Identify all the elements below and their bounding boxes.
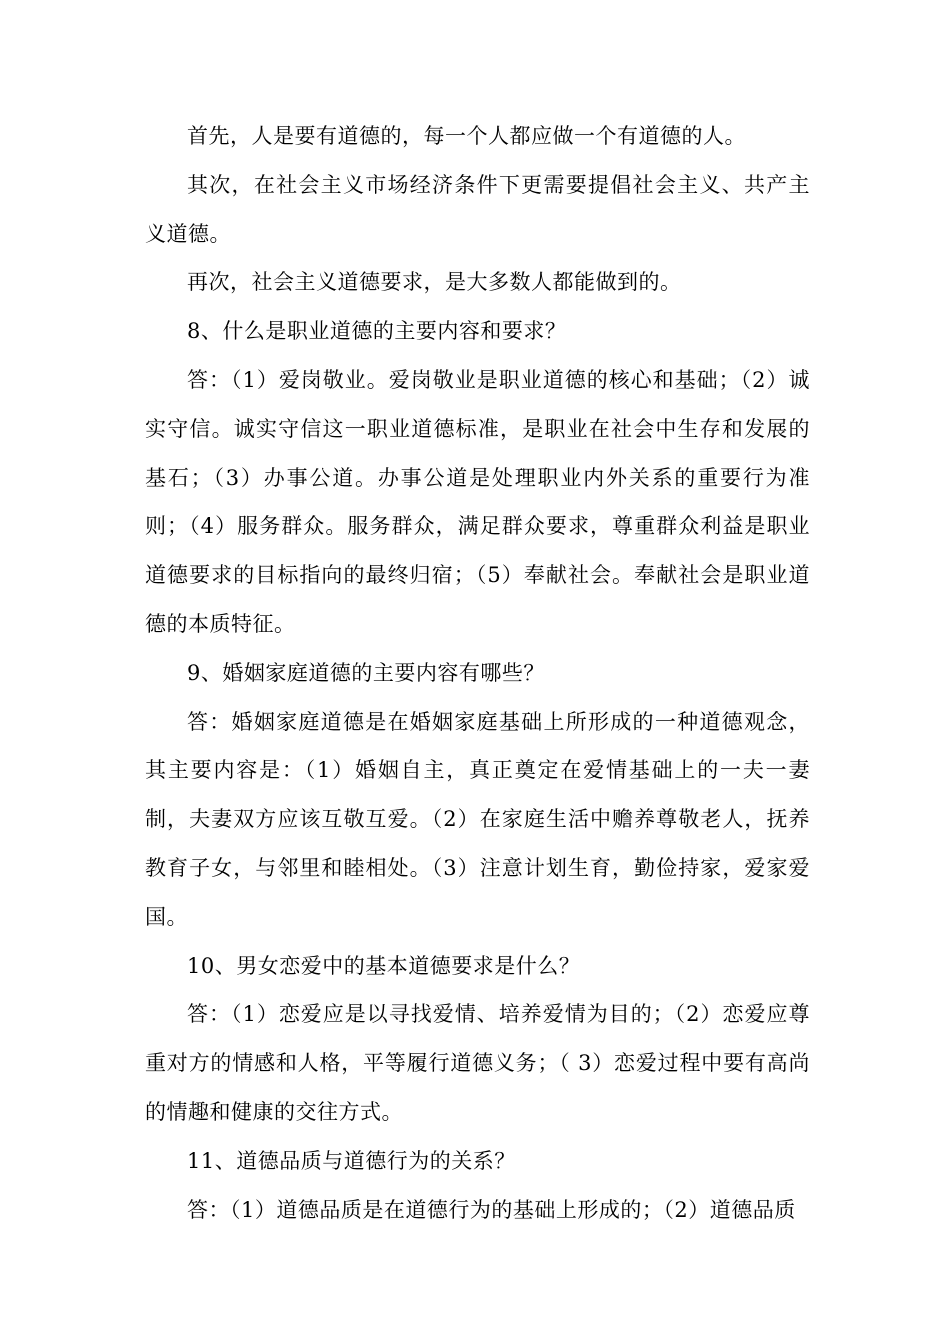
document-body <box>145 112 810 1234</box>
question-9: 9、婚姻家庭道德的主要内容有哪些？ <box>187 660 545 685</box>
answer-10: 答：（1）恋爱应是以寻找爱情、培养爱情为目的；（2）恋爱应尊重对方的情感和人格，平等履行道德义务；（ 3）恋爱过程中要有高尚的情趣和健康的交往方式。 <box>145 1002 810 1124</box>
answer-9: 答：婚姻家庭道德是在婚姻家庭基础上所形成的一种道德观念，其主要内容是：（1）婚姻自主，真正奠定在爱情基础上的一夫一妻制，夫妻双方应该互敬互爱。（2）在家庭生活中赡养尊敬老人，抚养教育子女，与邻里和睦相处。（3）注意计划生育，勤俭持家，爱家爱国。 <box>145 709 810 929</box>
answer-8: 答：（1）爱岗敬业。爱岗敬业是职业道德的核心和基础；（2）诚实守信。诚实守信这一职业道德标准，是职业在社会中生存和发展的基石；（3）办事公道。办事公道是处理职业内外关系的重要行为准则；（4）服务群众。服务群众，满足群众要求，尊重群众利益是职业道德要求的目标指向的最终归宿；（5）奉献社会。奉献社会是职业道德的本质特征。 <box>145 367 810 636</box>
question-8: 8、什么是职业道德的主要内容和要求？ <box>187 319 567 344</box>
answer-11: 答：（1）道德品质是在道德行为的基础上形成的；（2）道德品质 <box>187 1197 796 1222</box>
paragraph-firstly: 首先，人是要有道德的，每一个人都应做一个有道德的人。 <box>187 124 746 148</box>
paragraph-secondly: 其次，在社会主义市场经济条件下更需要提倡社会主义、共产主义道德。 <box>145 172 810 246</box>
question-11: 11、道德品质与道德行为的关系？ <box>187 1148 516 1173</box>
question-10: 10、男女恋爱中的基本道德要求是什么？ <box>187 953 581 978</box>
paragraph-thirdly: 再次，社会主义道德要求，是大多数人都能做到的。 <box>187 270 682 295</box>
